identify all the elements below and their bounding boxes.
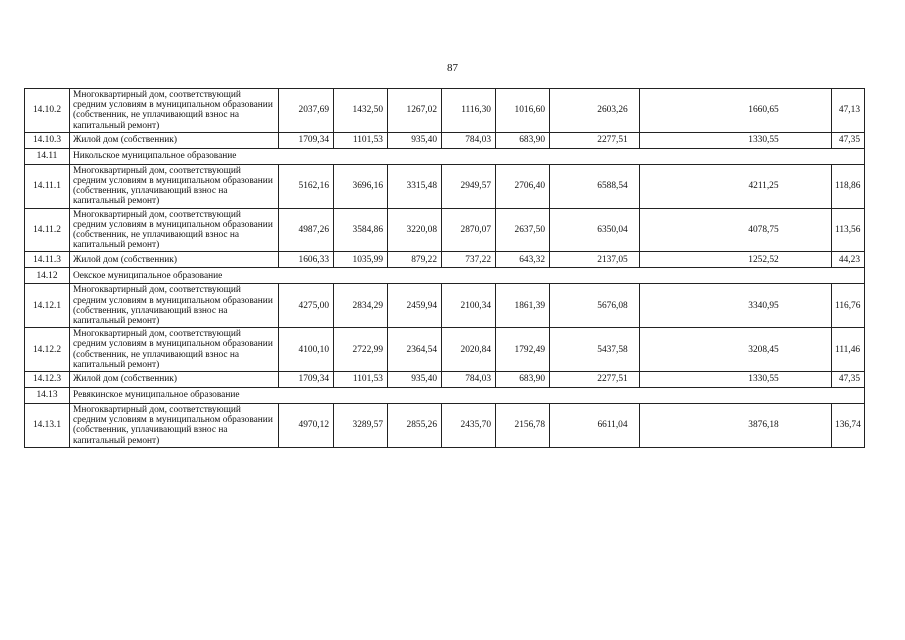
row-code: 14.10.2 bbox=[25, 89, 70, 133]
value-cell-5: 683,90 bbox=[496, 132, 550, 148]
value-cell-8: 47,35 bbox=[832, 132, 865, 148]
section-name: Ревякинское муниципальное образование bbox=[70, 388, 865, 404]
page-number: 87 bbox=[447, 62, 458, 74]
value-cell-8: 113,56 bbox=[832, 208, 865, 252]
value-cell-7: 4078,75 bbox=[640, 208, 832, 252]
value-cell-2: 2834,29 bbox=[334, 284, 388, 328]
value-cell-3: 935,40 bbox=[388, 132, 442, 148]
value-cell-2: 1101,53 bbox=[334, 372, 388, 388]
value-cell-7: 1330,55 bbox=[640, 372, 832, 388]
row-code: 14.12.1 bbox=[25, 284, 70, 328]
value-cell-7: 1660,65 bbox=[640, 89, 832, 133]
value-cell-8: 118,86 bbox=[832, 164, 865, 208]
section-row bbox=[25, 148, 865, 164]
row-description: Многоквартирный дом, соответствующий средним условиям в муниципальном образовании (собственник, уплачивающий взнос на капитальный ремонт) bbox=[70, 284, 279, 328]
value-cell-6: 6350,04 bbox=[550, 208, 640, 252]
row-code: 14.13.1 bbox=[25, 404, 70, 448]
value-cell-7: 1330,55 bbox=[640, 132, 832, 148]
value-cell-5: 2706,40 bbox=[496, 164, 550, 208]
value-cell-3: 1267,02 bbox=[388, 89, 442, 133]
row-code: 14.11.2 bbox=[25, 208, 70, 252]
value-cell-2: 1432,50 bbox=[334, 89, 388, 133]
value-cell-6: 6588,54 bbox=[550, 164, 640, 208]
row-code: 14.12.3 bbox=[25, 372, 70, 388]
value-cell-3: 879,22 bbox=[388, 252, 442, 268]
value-cell-3: 2364,54 bbox=[388, 328, 442, 372]
row-description: Жилой дом (собственник) bbox=[70, 132, 279, 148]
value-cell-4: 1116,30 bbox=[442, 89, 496, 133]
row-code: 14.11.3 bbox=[25, 252, 70, 268]
section-row bbox=[25, 268, 865, 284]
value-cell-6: 6611,04 bbox=[550, 404, 640, 448]
table-row bbox=[25, 164, 865, 208]
value-cell-6: 5676,08 bbox=[550, 284, 640, 328]
value-cell-5: 2637,50 bbox=[496, 208, 550, 252]
value-cell-3: 3315,48 bbox=[388, 164, 442, 208]
row-code: 14.10.3 bbox=[25, 132, 70, 148]
value-cell-2: 1035,99 bbox=[334, 252, 388, 268]
value-cell-1: 4987,26 bbox=[279, 208, 334, 252]
value-cell-4: 2100,34 bbox=[442, 284, 496, 328]
value-cell-4: 2020,84 bbox=[442, 328, 496, 372]
value-cell-6: 2277,51 bbox=[550, 372, 640, 388]
value-cell-3: 935,40 bbox=[388, 372, 442, 388]
value-cell-5: 2156,78 bbox=[496, 404, 550, 448]
value-cell-7: 1252,52 bbox=[640, 252, 832, 268]
value-cell-8: 47,35 bbox=[832, 372, 865, 388]
value-cell-7: 3208,45 bbox=[640, 328, 832, 372]
value-cell-5: 1016,60 bbox=[496, 89, 550, 133]
value-cell-1: 1709,34 bbox=[279, 132, 334, 148]
section-code: 14.11 bbox=[25, 148, 70, 164]
table-row bbox=[25, 208, 865, 252]
row-description: Жилой дом (собственник) bbox=[70, 372, 279, 388]
value-cell-4: 737,22 bbox=[442, 252, 496, 268]
value-cell-1: 4100,10 bbox=[279, 328, 334, 372]
value-cell-6: 2603,26 bbox=[550, 89, 640, 133]
value-cell-1: 5162,16 bbox=[279, 164, 334, 208]
table-row bbox=[25, 328, 865, 372]
row-description: Многоквартирный дом, соответствующий средним условиям в муниципальном образовании (собственник, не уплачивающий взнос на капитальный ремонт) bbox=[70, 328, 279, 372]
section-code: 14.13 bbox=[25, 388, 70, 404]
value-cell-4: 2435,70 bbox=[442, 404, 496, 448]
value-cell-1: 1709,34 bbox=[279, 372, 334, 388]
table-row bbox=[25, 404, 865, 448]
value-cell-7: 4211,25 bbox=[640, 164, 832, 208]
table-row bbox=[25, 89, 865, 133]
table-row bbox=[25, 132, 865, 148]
value-cell-2: 1101,53 bbox=[334, 132, 388, 148]
table-row bbox=[25, 372, 865, 388]
table-row bbox=[25, 284, 865, 328]
row-description: Жилой дом (собственник) bbox=[70, 252, 279, 268]
row-description: Многоквартирный дом, соответствующий средним условиям в муниципальном образовании (собственник, не уплачивающий взнос на капитальный ремонт) bbox=[70, 89, 279, 133]
value-cell-3: 2459,94 bbox=[388, 284, 442, 328]
value-cell-6: 2137,05 bbox=[550, 252, 640, 268]
value-cell-8: 47,13 bbox=[832, 89, 865, 133]
value-cell-2: 3696,16 bbox=[334, 164, 388, 208]
row-description: Многоквартирный дом, соответствующий средним условиям в муниципальном образовании (собственник, не уплачивающий взнос на капитальный ремонт) bbox=[70, 208, 279, 252]
tariff-table bbox=[24, 88, 865, 448]
value-cell-8: 111,46 bbox=[832, 328, 865, 372]
value-cell-8: 44,23 bbox=[832, 252, 865, 268]
section-row bbox=[25, 388, 865, 404]
value-cell-2: 2722,99 bbox=[334, 328, 388, 372]
tariff-table-body bbox=[25, 89, 865, 448]
row-code: 14.11.1 bbox=[25, 164, 70, 208]
row-code: 14.12.2 bbox=[25, 328, 70, 372]
value-cell-5: 643,32 bbox=[496, 252, 550, 268]
value-cell-1: 1606,33 bbox=[279, 252, 334, 268]
value-cell-8: 116,76 bbox=[832, 284, 865, 328]
value-cell-2: 3584,86 bbox=[334, 208, 388, 252]
row-description: Многоквартирный дом, соответствующий средним условиям в муниципальном образовании (собственник, уплачивающий взнос на капитальный ремонт) bbox=[70, 164, 279, 208]
value-cell-4: 784,03 bbox=[442, 372, 496, 388]
value-cell-3: 2855,26 bbox=[388, 404, 442, 448]
value-cell-6: 5437,58 bbox=[550, 328, 640, 372]
row-description: Многоквартирный дом, соответствующий средним условиям в муниципальном образовании (собственник, уплачивающий взнос на капитальный ремонт) bbox=[70, 404, 279, 448]
value-cell-1: 2037,69 bbox=[279, 89, 334, 133]
value-cell-5: 1792,49 bbox=[496, 328, 550, 372]
value-cell-5: 1861,39 bbox=[496, 284, 550, 328]
section-code: 14.12 bbox=[25, 268, 70, 284]
section-name: Никольское муниципальное образование bbox=[70, 148, 865, 164]
table-row bbox=[25, 252, 865, 268]
value-cell-1: 4275,00 bbox=[279, 284, 334, 328]
value-cell-3: 3220,08 bbox=[388, 208, 442, 252]
value-cell-6: 2277,51 bbox=[550, 132, 640, 148]
value-cell-4: 784,03 bbox=[442, 132, 496, 148]
section-name: Оекское муниципальное образование bbox=[70, 268, 865, 284]
value-cell-7: 3876,18 bbox=[640, 404, 832, 448]
value-cell-4: 2870,07 bbox=[442, 208, 496, 252]
value-cell-7: 3340,95 bbox=[640, 284, 832, 328]
value-cell-5: 683,90 bbox=[496, 372, 550, 388]
value-cell-4: 2949,57 bbox=[442, 164, 496, 208]
value-cell-1: 4970,12 bbox=[279, 404, 334, 448]
value-cell-2: 3289,57 bbox=[334, 404, 388, 448]
value-cell-8: 136,74 bbox=[832, 404, 865, 448]
